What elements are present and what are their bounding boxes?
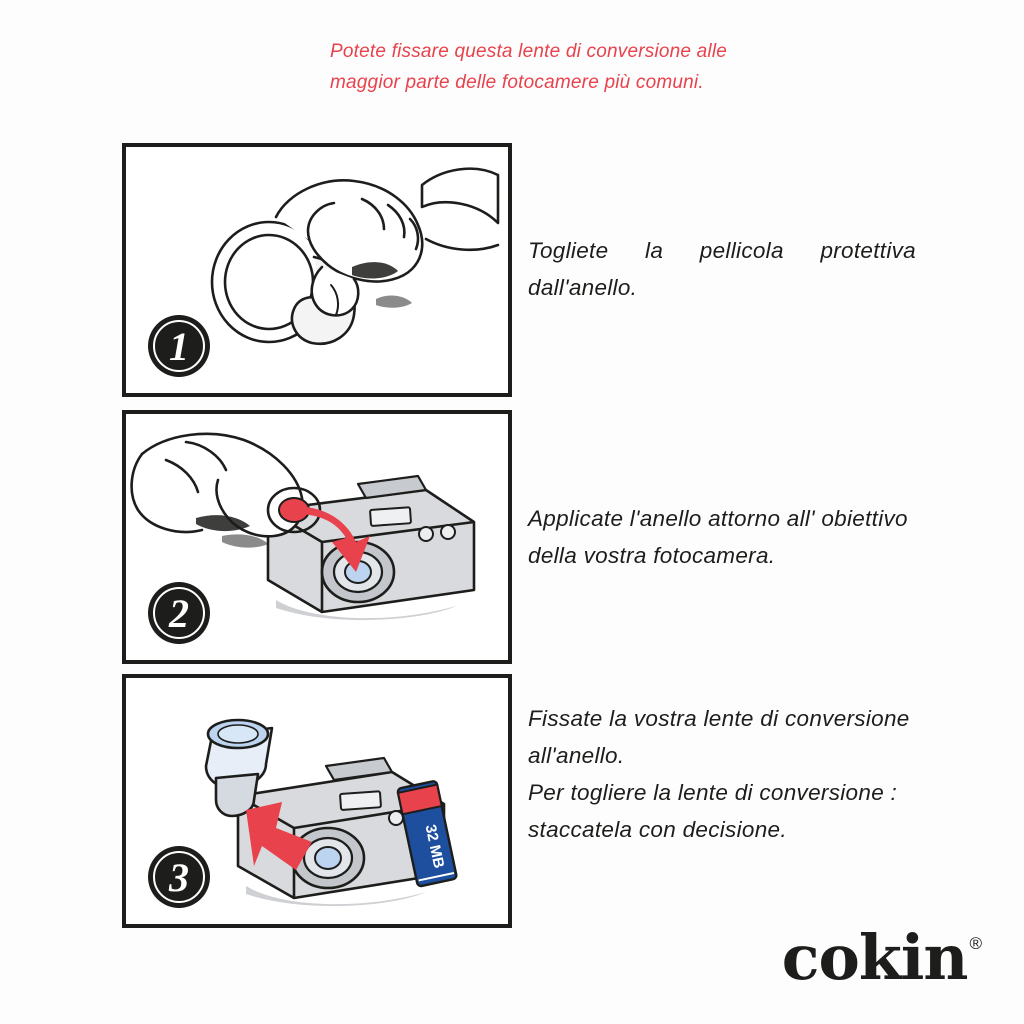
memory-card-label: 32 MB xyxy=(421,823,448,870)
step-panel-1 xyxy=(122,143,512,397)
step-instruction-3-line-2: all'anello. xyxy=(528,743,625,768)
brand-logo-text: cokin xyxy=(781,921,968,995)
step-instruction-3 xyxy=(528,700,968,848)
step-instruction-2-line-2: della vostra fotocamera. xyxy=(528,543,776,568)
heading-line-2: maggior parte delle fotocamere più comuni. xyxy=(330,72,704,93)
step-instruction-3-line-3: Per togliere la lente di conversione : xyxy=(528,780,898,805)
step-number-badge-1: 1 xyxy=(148,315,210,377)
step-panel-3 xyxy=(122,674,512,928)
step-instruction-1-line-2: dall'anello. xyxy=(528,275,638,300)
step-number-badge-3: 3 xyxy=(148,846,210,908)
word: pellicola xyxy=(699,238,784,263)
registered-trademark-symbol: ® xyxy=(969,934,982,954)
heading-line-1: Potete fissare questa lente di conversione alle xyxy=(330,41,728,62)
step-instruction-2 xyxy=(528,500,968,574)
word: protettiva xyxy=(820,238,916,263)
word: la xyxy=(645,238,664,263)
page-heading xyxy=(330,36,950,98)
step-instruction-1-line-1 xyxy=(528,232,916,269)
brand-logo xyxy=(781,921,982,995)
step-instruction-1 xyxy=(528,232,958,306)
step-instruction-3-line-4: staccatela con decisione. xyxy=(528,817,787,842)
step-instruction-3-line-1: Fissate la vostra lente di conversione xyxy=(528,706,910,731)
step-number-badge-2: 2 xyxy=(148,582,210,644)
step-panel-2 xyxy=(122,410,512,664)
step-instruction-2-line-1: Applicate l'anello attorno all' obiettivo xyxy=(528,506,908,531)
word: Togliete xyxy=(528,238,609,263)
